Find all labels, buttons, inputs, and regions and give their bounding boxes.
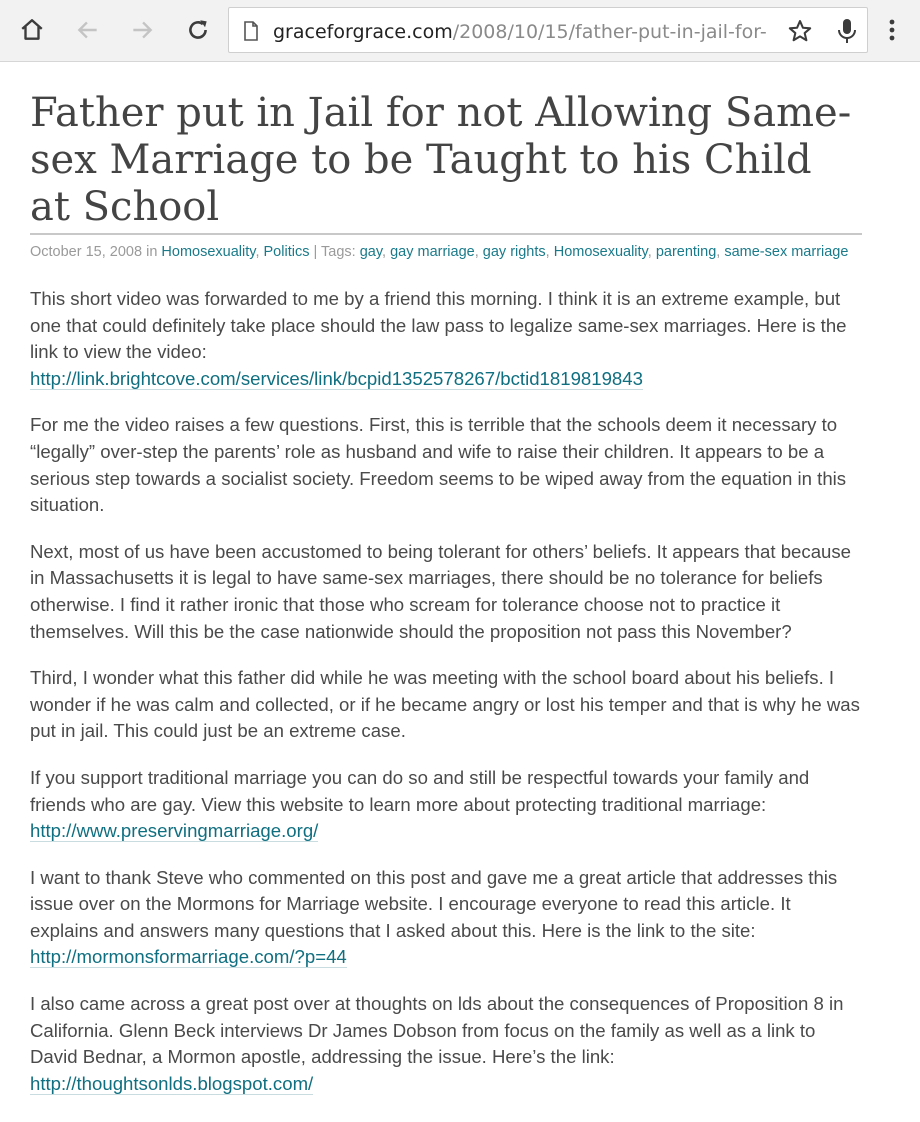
menu-icon[interactable] (872, 10, 912, 50)
forward-icon[interactable] (122, 10, 162, 50)
tag-link[interactable]: gay marriage (390, 244, 475, 260)
tags-label: | Tags: (313, 244, 356, 260)
tag-link[interactable]: parenting (655, 244, 717, 260)
home-icon[interactable] (12, 10, 52, 50)
category-link[interactable]: Homosexuality (161, 244, 256, 260)
tag-link[interactable]: gay (359, 244, 383, 260)
page-title: Father put in Jail for not Allowing Same-sex Marriage to be Taught to his Child at School (30, 90, 862, 235)
paragraph-text: I want to thank Steve who commented on this post and gave me a great article that addresses this issue over on the Mormons for Marriage website. I encourage everyone to read this article. It explains and answers many questions that I asked about this. Here is the link to the site: (30, 866, 838, 941)
url-domain: graceforgrace.com (273, 21, 453, 43)
url-path: /2008/10/15/father-put-in-jail-for- (452, 21, 767, 43)
thoughts-on-lds-link[interactable]: http://thoughtsonlds.blogspot.com/ (30, 1072, 314, 1094)
video-link[interactable]: http://link.brightcove.com/services/link/bcpid1352578267/bctid1819819843 (30, 367, 643, 389)
paragraph-text: This short video was forwarded to me by a friend this morning. I think it is an extreme example, but one that could definitely take place should the law pass to legalize same-sex marriages. Here is the link to view the video: (30, 288, 847, 363)
reload-icon[interactable] (178, 10, 218, 50)
back-icon[interactable] (68, 10, 108, 50)
tag-link[interactable]: Homosexuality (553, 244, 648, 260)
paragraph (30, 991, 862, 1097)
paragraph-text: I also came across a great post over at thoughts on lds about the consequences of Proposition 8 in California. Glenn Beck interviews Dr James Dobson from focus on the family as well as a link to David Bednar, a Mormon apostle, addressing the issue. Here’s the link: (30, 993, 844, 1068)
address-bar[interactable] (228, 7, 868, 53)
url-text[interactable] (273, 19, 783, 45)
post-meta: October 15, 2008 in Homosexuality, Politics | Tags: gay, gay marriage, gay rights, Homosexuality, parenting, same-sex marriage (30, 244, 849, 260)
paragraph (30, 765, 862, 845)
paragraph (30, 865, 862, 971)
mormons-for-marriage-link[interactable]: http://mormonsformarriage.com/?p=44 (30, 946, 347, 968)
post-content (30, 286, 862, 1097)
page-icon (243, 21, 259, 46)
paragraph (30, 286, 862, 392)
preserving-marriage-link[interactable]: http://www.preservingmarriage.org/ (30, 820, 319, 842)
tag-link[interactable]: gay rights (482, 244, 546, 260)
paragraph: For me the video raises a few questions. First, this is terrible that the schools deem it necessary to “legally” over-step the parents’ role as husband and wife to raise their children. It appears to be a serious step towards a socialist society. Freedom seems to be wiped away from the equation in this situation. (30, 414, 847, 516)
post-date: October 15, 2008 (30, 244, 143, 260)
mic-icon[interactable] (835, 17, 859, 50)
category-link[interactable]: Politics (263, 244, 310, 260)
paragraph: Next, most of us have been accustomed to being tolerant for others’ beliefs. It appears that because in Massachusetts it is legal to have same-sex marriages, there should be no tolerance for beliefs otherwise. I find it rather ironic that those who scream for tolerance choose not to practice it themselves. Will this be the case nationwide should the proposition not pass this November? (30, 540, 852, 642)
paragraph-text: If you support traditional marriage you can do so and still be respectful towards your family and friends who are gay. View this website to learn more about protecting traditional marriage: (30, 766, 810, 815)
tag-link[interactable]: same-sex marriage (724, 244, 849, 260)
star-icon[interactable] (787, 18, 813, 49)
article (30, 90, 862, 1117)
paragraph: Third, I wonder what this father did while he was meeting with the school board about his beliefs. I wonder if he was calm and collected, or if he became angry or lost his temper and that is why he was put in jail. This could just be an extreme case. (30, 667, 860, 742)
in-label: in (146, 244, 158, 260)
browser-toolbar (0, 0, 920, 62)
